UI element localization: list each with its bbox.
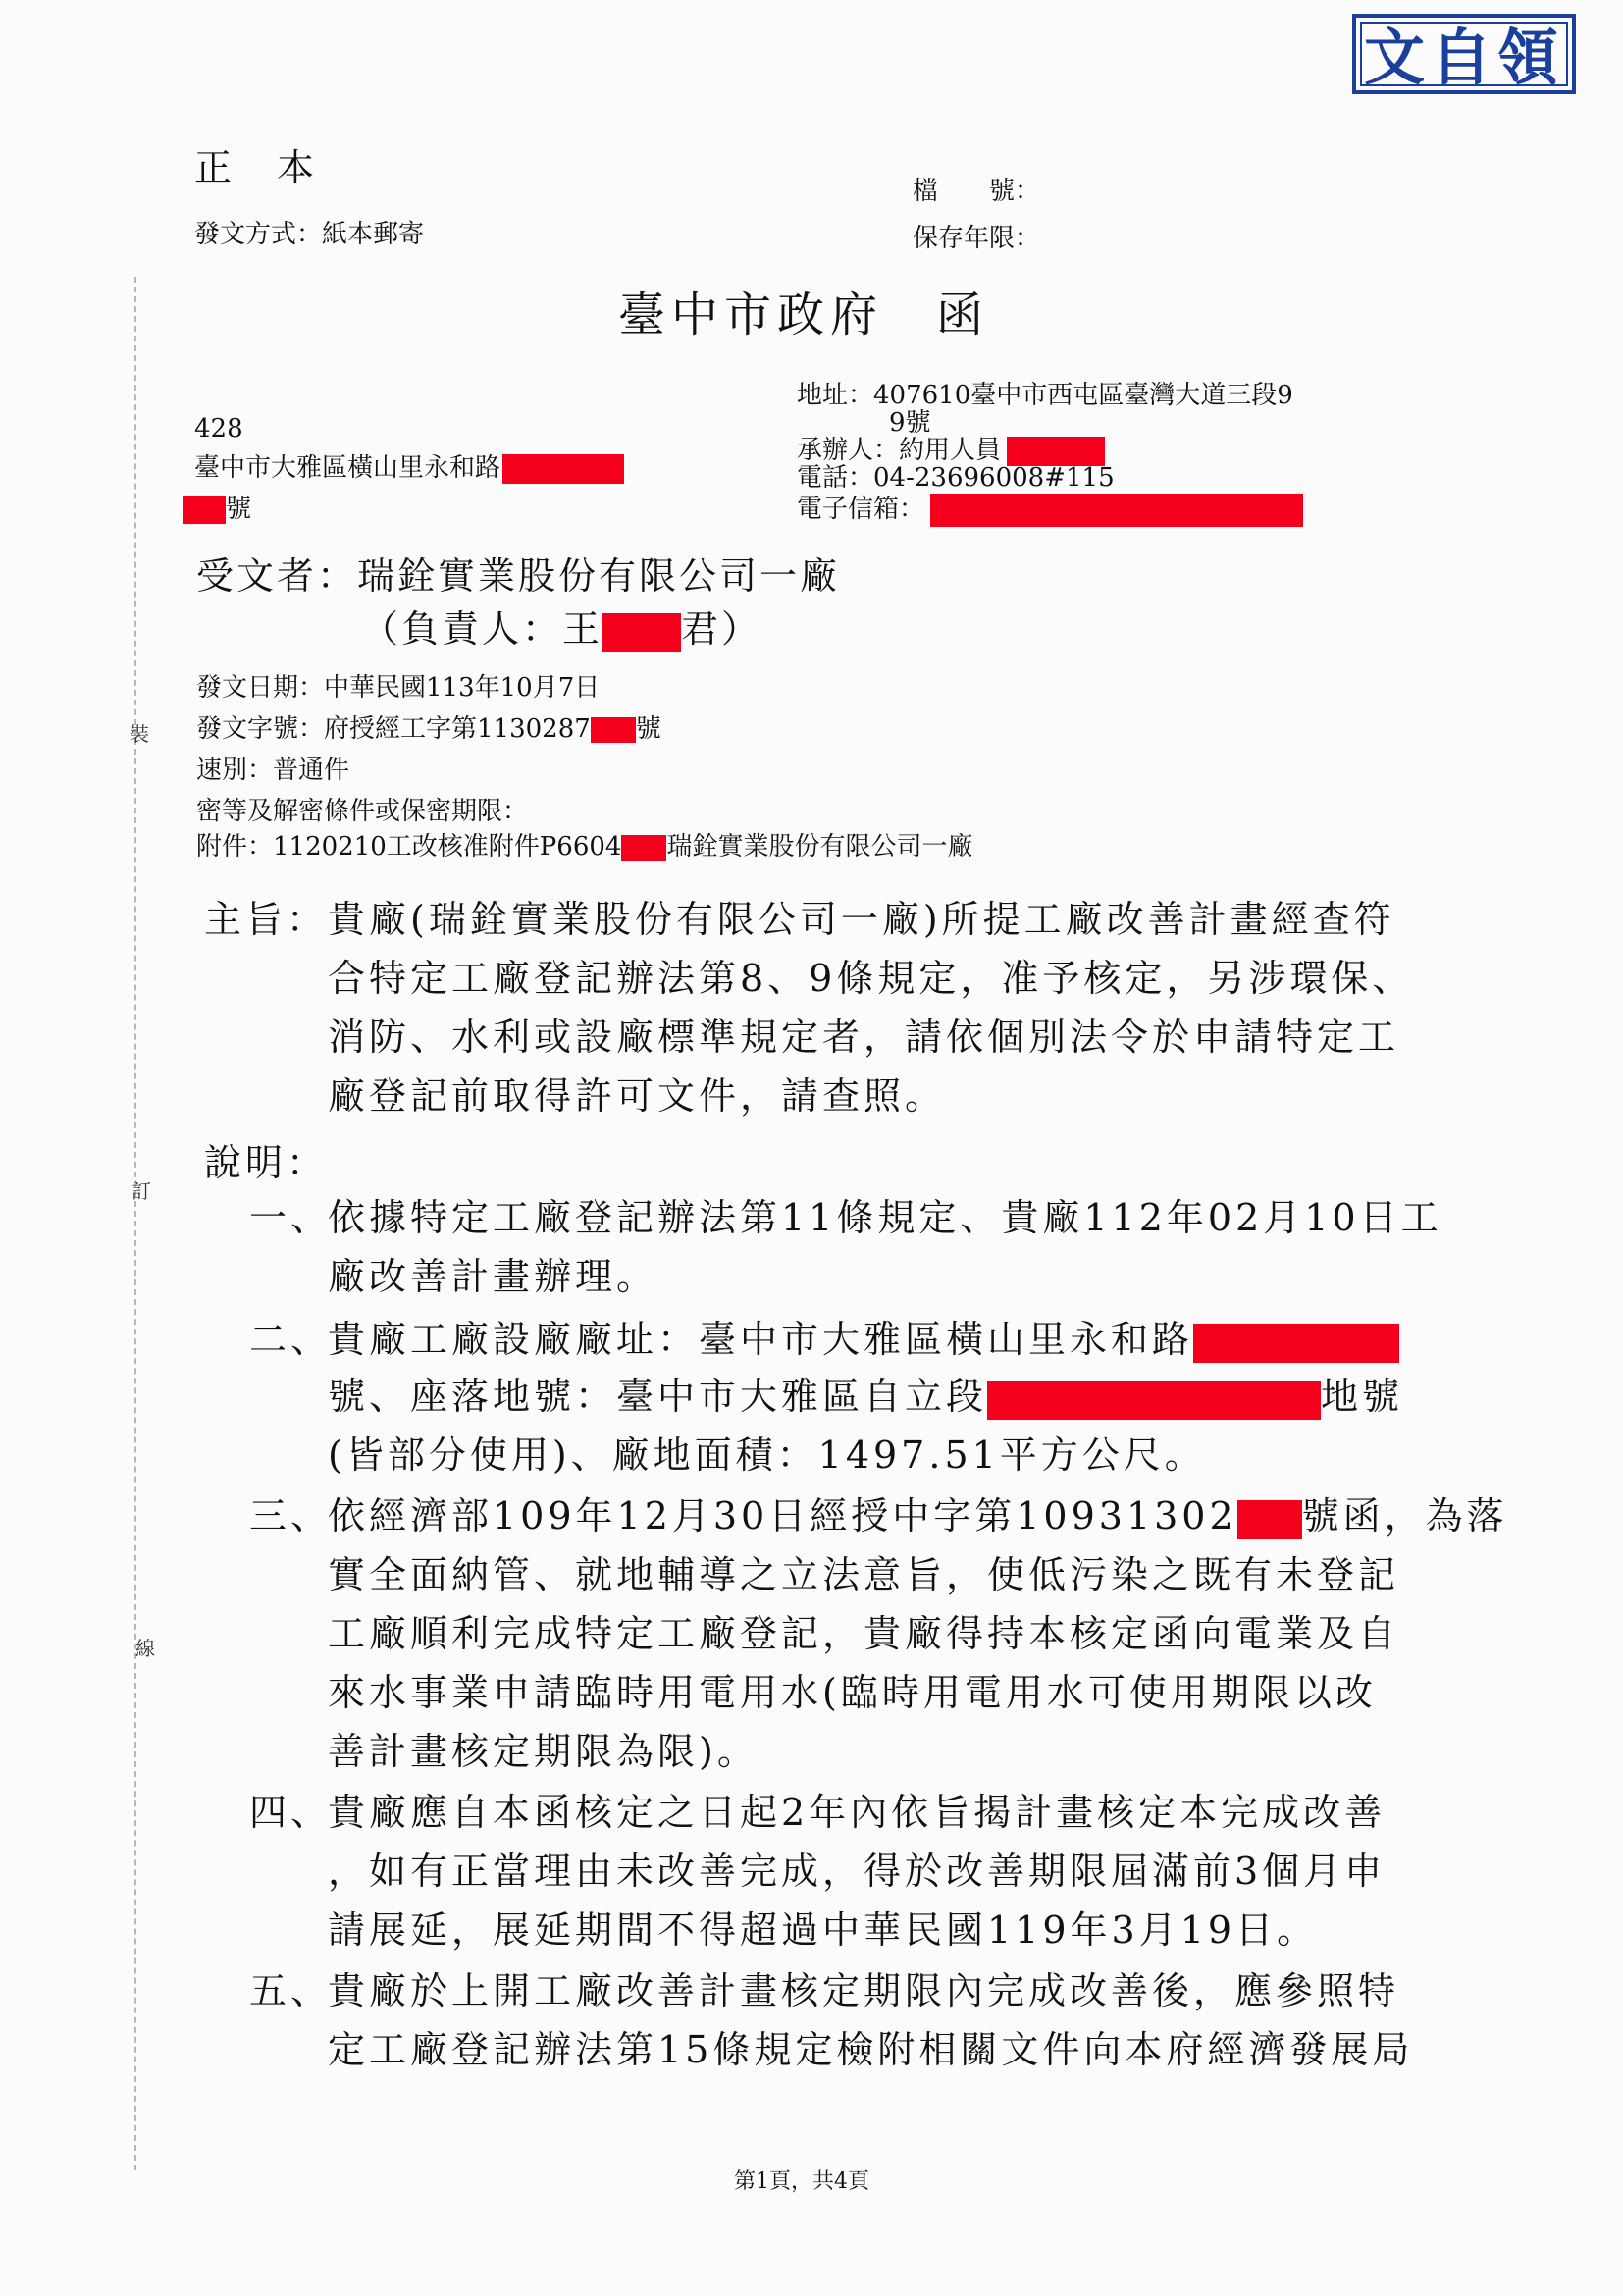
item-line: 定工廠登記辦法第15條規定檢附相關文件向本府經濟發展局 — [328, 2028, 1414, 2071]
person-suffix: 君） — [681, 607, 762, 651]
item-number: 一、 — [249, 1196, 333, 1239]
binding-line — [134, 277, 136, 2170]
responsible-person — [361, 599, 761, 652]
recipient-address-line1 — [194, 447, 624, 484]
item-number: 四、 — [249, 1791, 333, 1834]
postal-code: 428 — [194, 414, 243, 444]
redaction — [1193, 1324, 1399, 1363]
item-number: 五、 — [249, 1969, 333, 2012]
person-prefix: （負責人：王 — [361, 607, 603, 651]
address-suffix: 號 — [226, 495, 252, 524]
ministry-letter-prefix: 依經濟部109年12月30日經授中字第10931302 — [328, 1494, 1237, 1538]
binding-mark: 裝 — [130, 722, 149, 746]
subject-line: 合特定工廠登記辦法第8、9條規定，准予核定，另涉環保、 — [328, 957, 1414, 1000]
item-number: 二、 — [249, 1318, 333, 1361]
item-line: 廠改善計畫辦理。 — [328, 1255, 658, 1298]
document-number — [196, 708, 661, 745]
land-number-prefix: 號、座落地號：臺中市大雅區自立段 — [328, 1375, 988, 1418]
item-line: 貴廠於上開工廠改善計畫核定期限內完成改善後，應參照特 — [328, 1969, 1400, 2012]
binding-mark: 線 — [135, 1637, 155, 1660]
redaction — [602, 613, 681, 652]
contact-label: 承辦人：約用人員 — [797, 436, 1002, 465]
item-line: (皆部分使用)、廠地面積：1497.51平方公尺。 — [328, 1434, 1206, 1477]
copy-type: 正 本 — [194, 146, 319, 189]
factory-address-text: 貴廠工廠設廠廠址：臺中市大雅區橫山里永和路 — [328, 1318, 1194, 1361]
item-line — [328, 1486, 1508, 1539]
ministry-letter-suffix: 號函，為落 — [1301, 1494, 1508, 1538]
redaction — [1237, 1500, 1302, 1539]
stamp-inner-border — [1360, 22, 1568, 86]
sender-email — [797, 489, 1303, 527]
item-line: 工廠順利完成特定工廠登記，貴廠得持本核定函向電業及自 — [328, 1612, 1400, 1655]
item-number: 三、 — [249, 1494, 333, 1538]
subject-line: 消防、水利或設廠標準規定者，請依個別法令於申請特定工 — [328, 1016, 1400, 1059]
email-label: 電子信箱： — [797, 495, 925, 524]
redaction — [502, 454, 624, 484]
doc-number-suffix: 號 — [635, 714, 661, 744]
redaction — [930, 494, 1303, 527]
item-line — [328, 1309, 1399, 1363]
stamp-text: 文自領 — [1363, 22, 1564, 93]
address-text: 臺中市大雅區橫山里永和路 — [194, 453, 501, 483]
attachment-prefix: 附件：1120210工改核准附件P6604 — [196, 832, 622, 861]
recipient-address-line2 — [183, 489, 251, 525]
item-line: 貴廠應自本函核定之日起2年內依旨揭計畫核定本完成改善 — [328, 1791, 1387, 1834]
item-line: 請展延，展延期間不得超過中華民國119年3月19日。 — [328, 1908, 1319, 1952]
redaction — [183, 496, 226, 524]
secrecy-level: 密等及解密條件或保密期限： — [196, 797, 529, 826]
redaction — [621, 835, 666, 861]
item-line — [328, 1366, 1403, 1420]
delivery-speed: 速別：普通件 — [196, 756, 350, 785]
send-method: 發文方式：紙本郵寄 — [194, 220, 425, 249]
addressee: 受文者：瑞銓實業股份有限公司一廠 — [196, 554, 841, 598]
item-line: 來水事業申請臨時用電用水(臨時用電用水可使用期限以改 — [328, 1671, 1377, 1714]
binding-mark: 訂 — [131, 1179, 151, 1203]
document-title: 臺中市政府 函 — [618, 287, 990, 342]
sender-address-line2: 9號 — [889, 408, 931, 438]
item-line: 依據特定工廠登記辦法第11條規定、貴廠112年02月10日工 — [328, 1196, 1442, 1239]
subject-line: 廠登記前取得許可文件，請查照。 — [328, 1074, 947, 1118]
received-stamp — [1352, 14, 1576, 94]
file-number-label: 檔 號： — [913, 177, 1041, 206]
redaction — [591, 717, 636, 743]
doc-number-prefix: 發文字號：府授經工字第1130287 — [196, 714, 591, 744]
item-line: 善計畫核定期限為限)。 — [328, 1730, 759, 1773]
explanation-label: 說明： — [204, 1141, 329, 1184]
page-number: 第1頁，共4頁 — [734, 2169, 869, 2194]
item-line: 實全面納管、就地輔導之立法意旨，使低污染之既有未登記 — [328, 1553, 1400, 1596]
subject-line: 貴廠(瑞銓實業股份有限公司一廠)所提工廠改善計畫經查符 — [328, 898, 1395, 941]
sender-address-line1: 地址：407610臺中市西屯區臺灣大道三段9 — [797, 381, 1293, 410]
sender-phone: 電話：04-23696008#115 — [797, 463, 1115, 493]
land-number-suffix: 地號 — [1321, 1375, 1404, 1418]
retention-label: 保存年限： — [913, 224, 1041, 253]
subject-label: 主旨： — [204, 898, 329, 941]
attachment — [196, 826, 972, 862]
item-line: ，如有正當理由未改善完成，得於改善期限屆滿前3個月申 — [328, 1850, 1387, 1893]
attachment-suffix: 瑞銓實業股份有限公司一廠 — [666, 832, 973, 861]
redaction — [987, 1381, 1321, 1420]
issue-date: 發文日期：中華民國113年10月7日 — [196, 673, 601, 703]
